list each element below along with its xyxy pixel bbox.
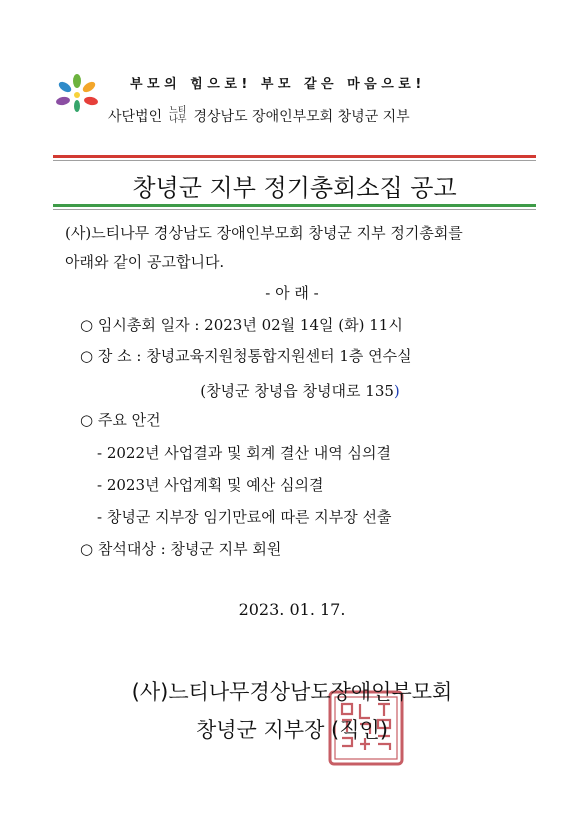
org-suffix: 경상남도 장애인부모회 창녕군 지부	[193, 109, 410, 125]
document-title: 창녕군 지부 정기총회소집 공고	[132, 174, 457, 202]
divider-bottom-thin	[53, 209, 536, 210]
intro-line-1: (사)느티나무 경상남도 장애인부모회 창녕군 지부 정기총회를	[65, 224, 463, 242]
item-attendees: ○ 참석대상 : 창녕군 지부 회원	[80, 540, 282, 558]
agenda-item-3: - 창녕군 지부장 임기만료에 따른 지부장 선출	[97, 508, 392, 526]
closing-signer: 창녕군 지부장 (직인)	[195, 718, 389, 742]
agenda-item-1: - 2022년 사업결과 및 회계 결산 내역 심의결	[97, 444, 391, 462]
divider-top-thin	[53, 160, 536, 161]
slogan: 부모의 힘으로! 부모 같은 마음으로!	[130, 77, 426, 92]
letterhead	[0, 0, 584, 150]
item-date: ○ 임시총회 일자 : 2023년 02월 14일 (화) 11시	[80, 316, 403, 334]
section-heading: - 아 래 -	[265, 284, 319, 302]
tree-logo-icon	[53, 73, 101, 119]
org-prefix: 사단법인	[108, 109, 163, 125]
brand-top: 느티	[169, 106, 187, 116]
brand-bottom: 나무	[169, 115, 187, 125]
closing-organization: (사)느티나무경상남도장애인부모회	[131, 680, 453, 704]
item-place: ○ 장 소 : 창녕교육지원청통합지원센터 1층 연수실	[80, 347, 412, 365]
signed-date: 2023. 01. 17.	[238, 600, 346, 619]
brand-stack	[169, 107, 186, 125]
item-address	[8, 380, 584, 401]
divider-top	[53, 155, 536, 158]
address-text: (창녕군 창녕읍 창녕대로 135	[200, 382, 394, 400]
address-close: )	[393, 382, 400, 400]
divider-bottom	[53, 204, 536, 207]
item-agenda-heading: ○ 주요 안건	[80, 411, 161, 429]
organization-name	[108, 106, 578, 126]
intro-line-2: 아래와 같이 공고합니다.	[65, 253, 225, 271]
agenda-item-2: - 2023년 사업계획 및 예산 심의결	[97, 476, 324, 494]
